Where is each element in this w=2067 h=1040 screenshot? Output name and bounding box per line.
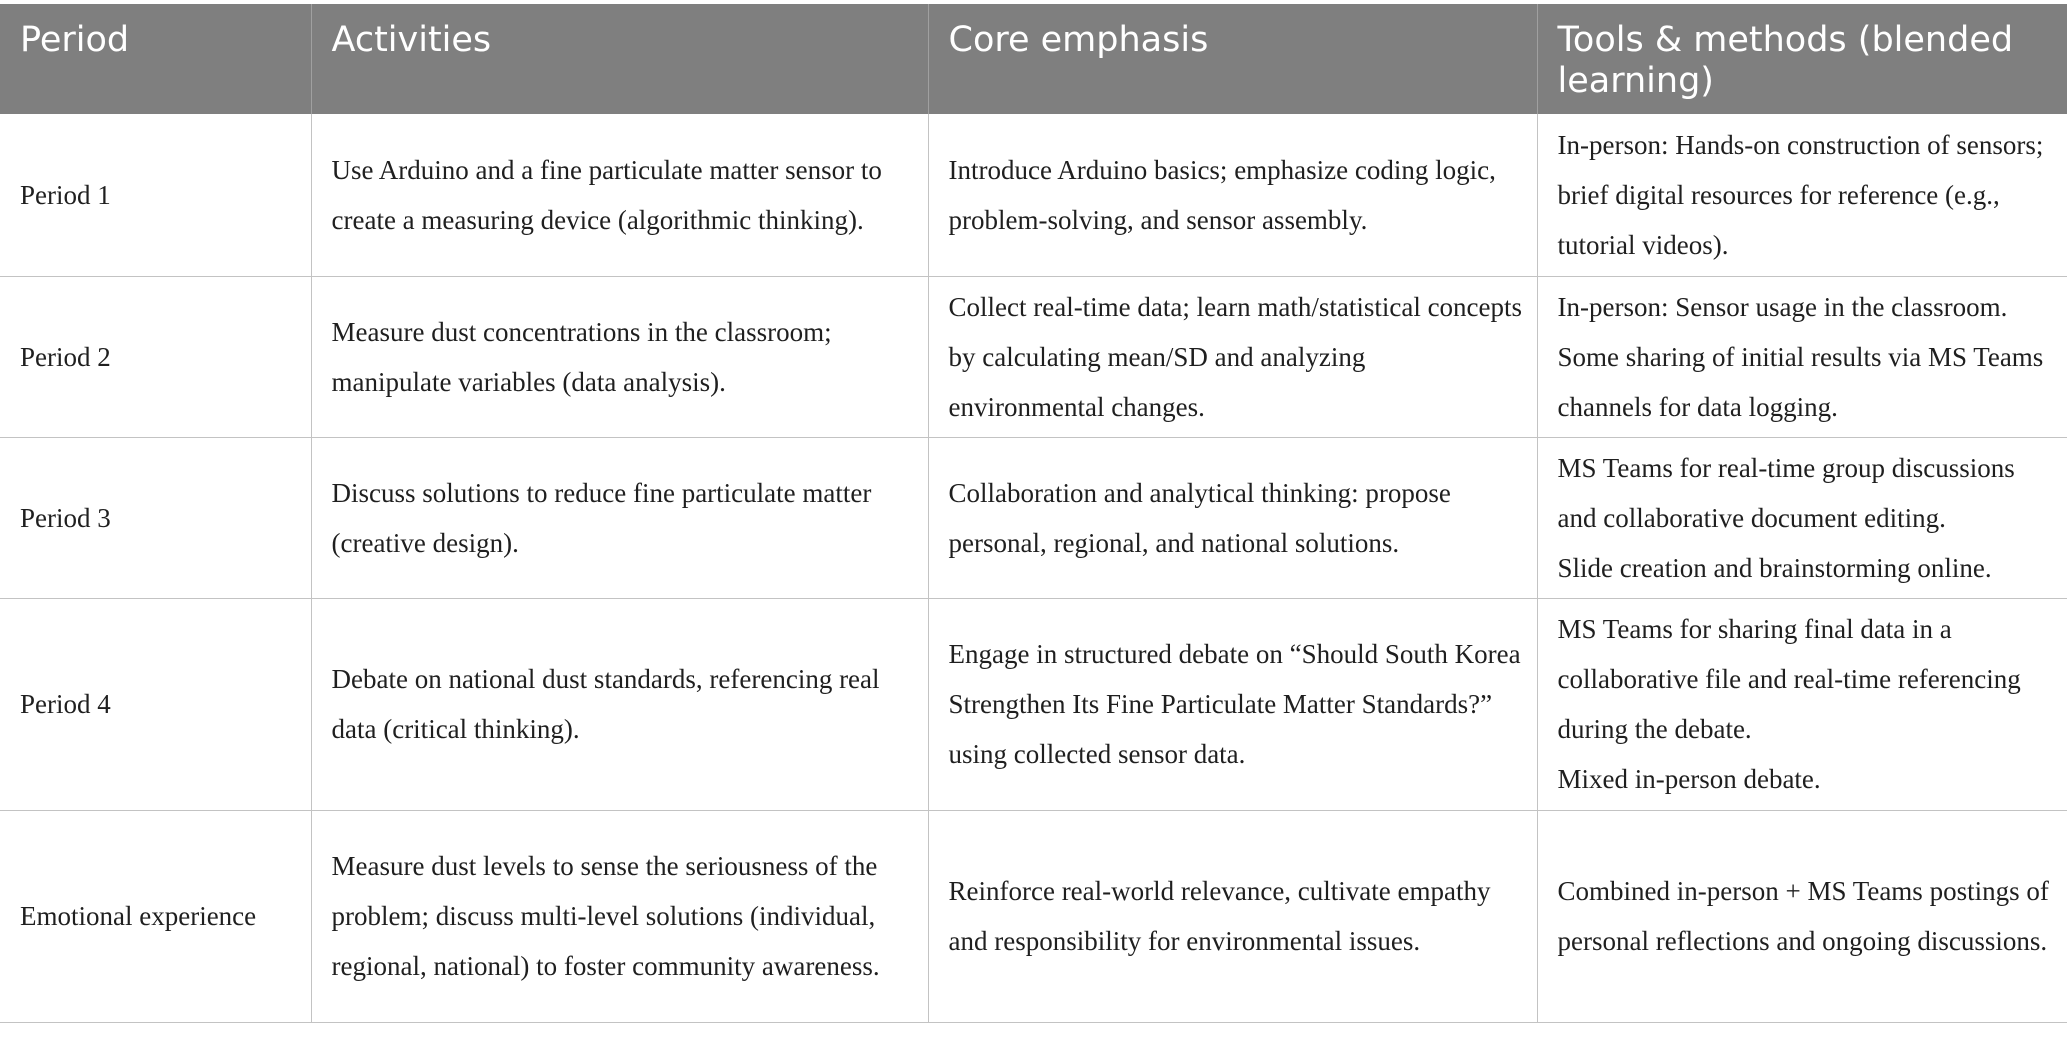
- cell-tools-methods: Combined in-person + MS Teams postings of personal reflections and ongoing discussions.: [1537, 810, 2067, 1022]
- curriculum-table-container: [0, 4, 2067, 1023]
- table-row: [0, 276, 2067, 437]
- cell-core-emphasis: Collaboration and analytical thinking: propose personal, regional, and national solutions.: [928, 437, 1537, 598]
- cell-period: Period 2: [0, 276, 311, 437]
- header-core-emphasis: Core emphasis: [928, 4, 1537, 114]
- header-tools-methods: Tools & methods (blended learning): [1537, 4, 2067, 114]
- tools-line: Slide creation and brainstorming online.: [1557, 552, 1992, 583]
- table-row: [0, 114, 2067, 276]
- cell-activities: Use Arduino and a fine particulate matter sensor to create a measuring device (algorithmic thinking).: [311, 114, 928, 276]
- cell-period: Period 3: [0, 437, 311, 598]
- cell-tools-methods: [1537, 598, 2067, 810]
- curriculum-table: [0, 4, 2067, 1023]
- cell-activities: Debate on national dust standards, referencing real data (critical thinking).: [311, 598, 928, 810]
- cell-activities: Discuss solutions to reduce fine particulate matter (creative design).: [311, 437, 928, 598]
- cell-period: Emotional experience: [0, 810, 311, 1022]
- cell-tools-methods: In-person: Sensor usage in the classroom. Some sharing of initial results via MS Teams channels for data logging.: [1537, 276, 2067, 437]
- header-period: Period: [0, 4, 311, 114]
- cell-core-emphasis: Introduce Arduino basics; emphasize coding logic, problem-solving, and sensor assembly.: [928, 114, 1537, 276]
- table-row: [0, 437, 2067, 598]
- cell-tools-methods: In-person: Hands-on construction of sensors; brief digital resources for reference (e.g., tutorial videos).: [1537, 114, 2067, 276]
- header-activities: Activities: [311, 4, 928, 114]
- header-row: [0, 4, 2067, 114]
- cell-tools-methods: [1537, 437, 2067, 598]
- cell-core-emphasis: Reinforce real-world relevance, cultivate empathy and responsibility for environmental issues.: [928, 810, 1537, 1022]
- table-body: [0, 114, 2067, 1022]
- cell-period: Period 4: [0, 598, 311, 810]
- table-row: [0, 598, 2067, 810]
- tools-line: MS Teams for real-time group discussions and collaborative document editing.: [1557, 452, 2015, 533]
- cell-activities: Measure dust concentrations in the classroom; manipulate variables (data analysis).: [311, 276, 928, 437]
- table-row: [0, 810, 2067, 1022]
- tools-line: MS Teams for sharing final data in a collaborative file and real-time referencing during the debate.: [1557, 614, 2021, 744]
- cell-period: Period 1: [0, 114, 311, 276]
- cell-activities: Measure dust levels to sense the seriousness of the problem; discuss multi-level solutions (individual, regional, national) to foster community awareness.: [311, 810, 928, 1022]
- cell-core-emphasis: Collect real-time data; learn math/statistical concepts by calculating mean/SD and analyzing environmental changes.: [928, 276, 1537, 437]
- table-header: [0, 4, 2067, 114]
- tools-line: Mixed in-person debate.: [1557, 764, 1821, 794]
- cell-core-emphasis: Engage in structured debate on “Should South Korea Strengthen Its Fine Particulate Matter Standards?” using collected sensor data.: [928, 598, 1537, 810]
